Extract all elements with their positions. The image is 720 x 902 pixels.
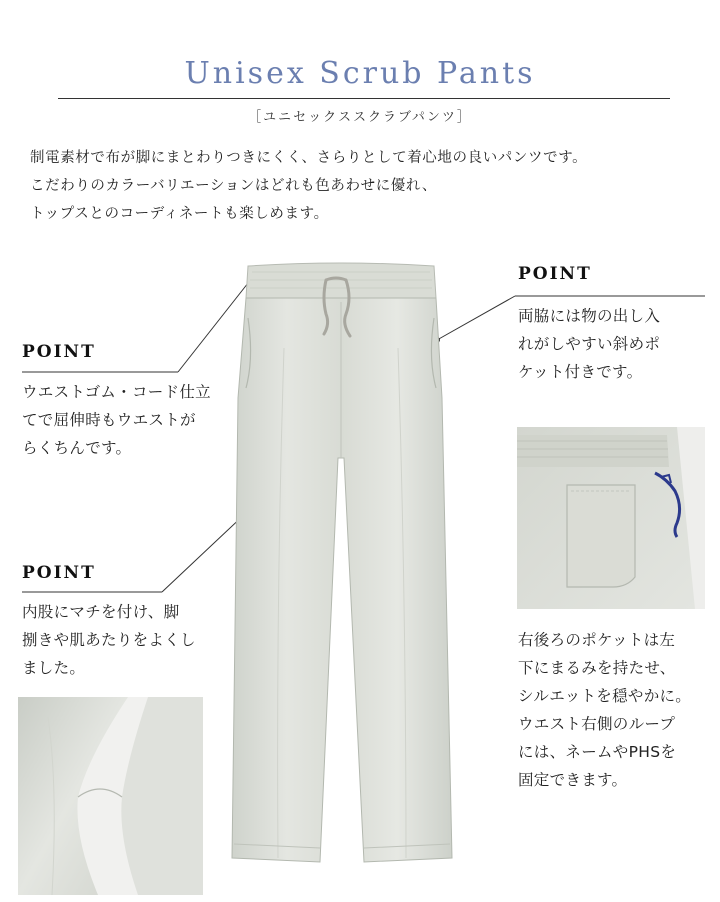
point-line: ました。 (22, 659, 86, 677)
intro-line: こだわりのカラーバリエーションはどれも色あわせに優れ、 (30, 178, 437, 194)
intro-line: 制電素材で布が脚にまとわりつきにくく、さらりとして着心地の良いパンツです。 (30, 150, 588, 166)
point-line: 固定できます。 (518, 771, 628, 789)
point-line: 両脇には物の出し入 (518, 307, 661, 325)
title-divider (58, 98, 670, 99)
point-line: 右後ろのポケットは左 (518, 631, 676, 649)
point-line: れがしやすい斜めポ (518, 335, 661, 353)
point-line: ウエストゴム・コード仕立 (22, 383, 211, 401)
point-text-gusset (22, 598, 196, 682)
point-line: シルエットを穏やかに。 (518, 687, 692, 705)
point-line: 内股にマチを付け、脚 (22, 603, 180, 621)
point-text-pocket (518, 302, 660, 386)
back-pocket-photo (517, 427, 705, 609)
point-line: ケット付きです。 (518, 363, 643, 381)
page-subtitle: ［ユニセックススクラブパンツ］ (248, 110, 472, 125)
point-heading-waist: POINT (22, 342, 96, 362)
point-heading-pocket: POINT (518, 264, 592, 284)
point-line: 下にまるみを持たせ、 (518, 659, 676, 677)
point-line: 捌きや肌あたりをよくし (22, 631, 196, 649)
point-line: てで屈伸時もウエストが (22, 411, 196, 429)
point-line: ウエスト右側のループ (518, 715, 676, 733)
point-text-back (518, 626, 691, 794)
point-text-waist (22, 378, 211, 462)
point-line: らくちんです。 (22, 439, 132, 457)
point-line: には、ネームやPHSを (518, 743, 677, 761)
page-title: Unisex Scrub Pants (184, 56, 536, 91)
intro-text (30, 144, 710, 228)
pants-illustration (226, 258, 456, 868)
gusset-photo (18, 697, 203, 895)
intro-line: トップスとのコーディネートも楽しめます。 (30, 206, 329, 222)
point-heading-gusset: POINT (22, 563, 96, 583)
